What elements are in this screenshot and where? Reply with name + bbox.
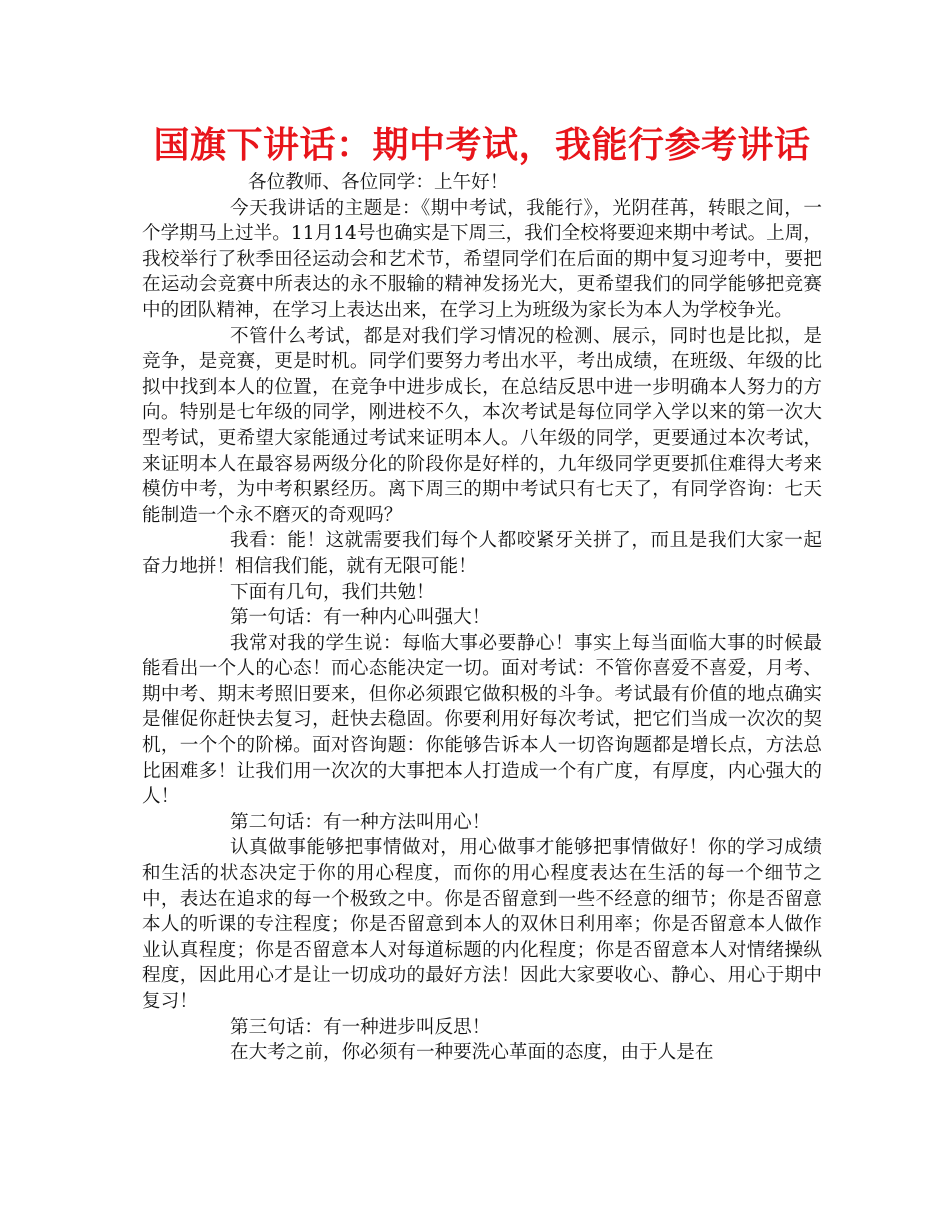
body-paragraph: 下面有几句，我们共勉！ xyxy=(230,581,435,603)
body-paragraph: 认真做事能够把事情做对，用心做事才能够把事情做好！你的学习成绩和生活的状态决定于你的用心程度，而你的用心程度表达在生活的每一个细节之中，表达在追求的每一个极致之中。你是否留意到一些不经意的细节；你是否留意本人的听课的专注程度；你是否留意到本人的双休日利用率；你是否留意本人做作业认真程度；你是否留意本人对每道标题的内化程度；你是否留意本人对情绪操纵程度，因此用心才是让一切成功的最好方法！因此大家要收心、静心、用心于期中复习！ xyxy=(142,837,822,1012)
body-paragraph: 今天我讲话的主题是：《期中考试，我能行》，光阴荏苒，转眼之间，一个学期马上过半。11月14号也确实是下周三，我们全校将要迎来期中考试。上周，我校举行了秋季田径运动会和艺术节，希望同学们在后面的期中复习迎考中，要把在运动会竞赛中所表达的永不服输的精神发扬光大，更希望我们的同学能够把竞赛中的团队精神，在学习上表达出来，在学习上为班级为家长为本人为学校争光。 xyxy=(142,197,822,321)
document-body xyxy=(142,170,822,1066)
document-page xyxy=(142,122,822,1066)
section-heading: 第三句话：有一种进步叫反思！ xyxy=(230,1016,491,1038)
document-title: 国旗下讲话：期中考试，我能行参考讲话 xyxy=(153,125,811,166)
body-paragraph: 不管什么考试，都是对我们学习情况的检测、展示，同时也是比拟，是竞争，是竞赛，更是时机。同学们要努力考出水平，考出成绩，在班级、年级的比拟中找到本人的位置，在竞争中进步成长，在总结反思中进一步明确本人努力的方向。特别是七年级的同学，刚进校不久，本次考试是每位同学入学以来的第一次大型考试，更希望大家能通过考试来证明本人。八年级的同学，更要通过本次考试，来证明本人在最容易两级分化的阶段你是好样的，九年级同学更要抓住难得大考来模仿中考，为中考积累经历。离下周三的期中考试只有七天了，有同学咨询：七天能制造一个永不磨灭的奇观吗？ xyxy=(142,325,822,526)
section-heading: 第一句话：有一种内心叫强大！ xyxy=(230,607,491,629)
body-paragraph: 我常对我的学生说：每临大事必要静心！事实上每当面临大事的时候最能看出一个人的心态！而心态能决定一切。面对考试：不管你喜爱不喜爱，月考、期中考、期末考照旧要来，但你必须跟它做积极的斗争。考试最有价值的地点确实是催促你赶快去复习，赶快去稳固。你要利用好每次考试，把它们当成一次次的契机，一个个的阶梯。面对咨询题：你能够告诉本人一切咨询题都是增长点，方法总比困难多！让我们用一次次的大事把本人打造成一个有广度，有厚度，内心强大的人！ xyxy=(142,632,822,808)
body-paragraph: 在大考之前，你必须有一种要洗心革面的态度，由于人是在 xyxy=(230,1042,714,1064)
body-paragraph: 我看：能！这就需要我们每个人都咬紧牙关拼了，而且是我们大家一起奋力地拼！相信我们能，就有无限可能！ xyxy=(142,530,822,577)
section-heading: 第二句话：有一种方法叫用心！ xyxy=(230,811,491,833)
greeting-paragraph: 各位教师、各位同学：上午好！ xyxy=(248,172,509,193)
